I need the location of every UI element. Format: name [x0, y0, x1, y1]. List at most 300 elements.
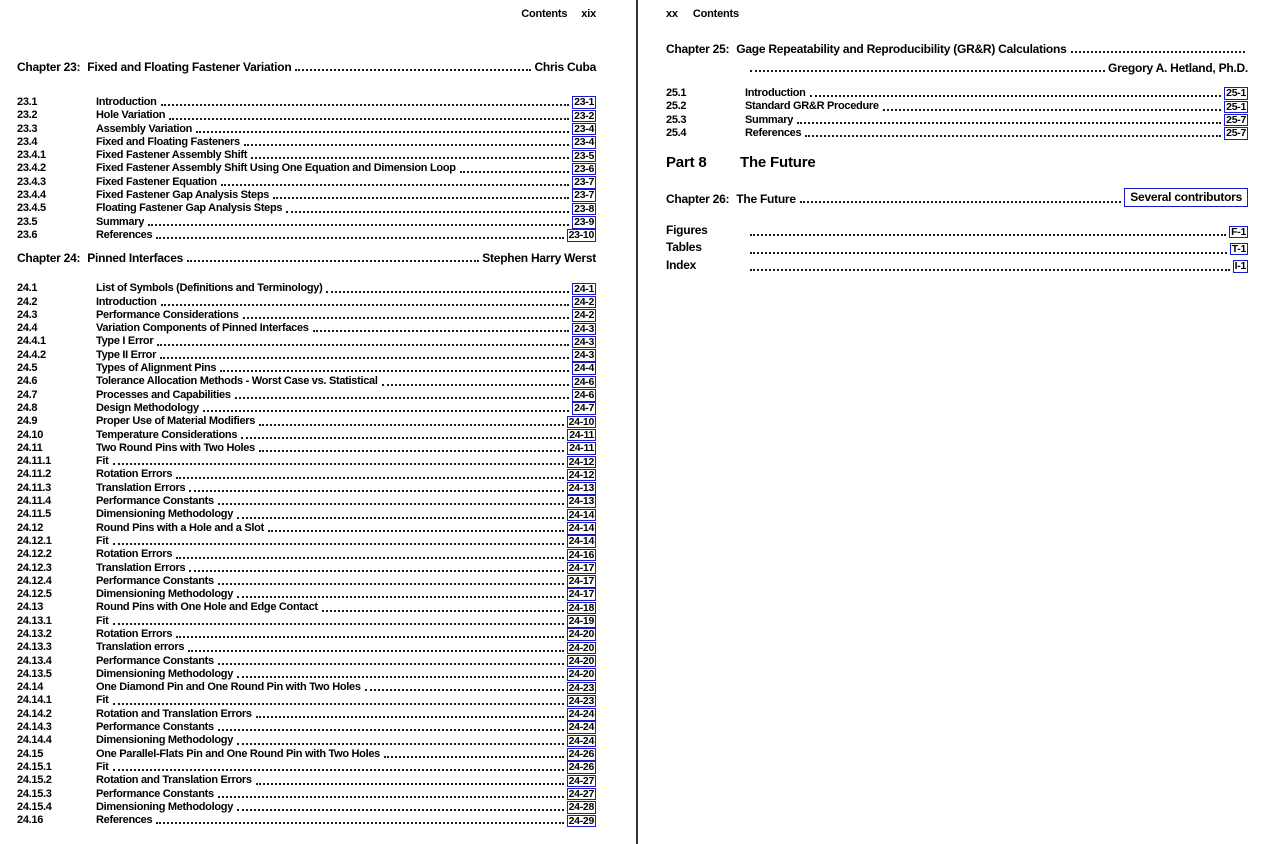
page-link[interactable]: 24-18 [568, 601, 594, 614]
dot-leader [218, 729, 564, 731]
toc-entry-row [17, 708, 596, 721]
dot-leader [169, 118, 569, 120]
page-link[interactable]: 24-1 [574, 282, 594, 295]
page-link[interactable]: 23-7 [574, 189, 594, 202]
toc-entry-row [17, 96, 596, 109]
back-matter [666, 223, 1248, 275]
toc-entry-row [17, 189, 596, 202]
chapter-24-heading [17, 251, 596, 266]
chapter-label: Chapter 25: [666, 42, 730, 56]
chapter-23-heading [17, 60, 596, 75]
page-link[interactable]: I-1 [1234, 260, 1246, 273]
dot-leader [220, 370, 569, 372]
entry-number: 24.14.3 [17, 721, 52, 734]
entry-number: 24.14.4 [17, 734, 52, 747]
entry-title: Introduction [96, 295, 157, 308]
toc-entry-row [17, 202, 596, 215]
page-link[interactable]: 23-1 [574, 96, 594, 109]
dot-leader [161, 304, 570, 306]
chapter-25-entries [666, 87, 1248, 140]
page-link[interactable]: 24-16 [568, 548, 594, 561]
page-link[interactable]: 24-24 [568, 721, 594, 734]
entry-title: Standard GR&R Procedure [745, 100, 879, 113]
entry-title: Summary [96, 215, 145, 228]
chapter-25-heading-line1 [666, 38, 1248, 57]
toc-entry-row [17, 694, 596, 707]
toc-entry-row [17, 349, 596, 362]
toc-entry-row [17, 641, 596, 654]
toc-entry-row [17, 748, 596, 761]
dot-leader [218, 503, 564, 505]
dot-leader [251, 157, 569, 159]
toc-entry-row [17, 548, 596, 561]
toc-entry-row [17, 362, 596, 375]
entry-title: Performance Considerations [96, 308, 239, 321]
entry-number: 23.4 [17, 135, 38, 148]
dot-leader [365, 689, 564, 691]
dot-leader [237, 676, 564, 678]
toc-entry-row [17, 681, 596, 694]
entry-title: Assembly Variation [96, 122, 193, 135]
entry-title: Dimensioning Methodology [96, 734, 234, 747]
folio-right-page [666, 8, 1248, 21]
entry-title: One Parallel-Flats Pin and One Round Pin with Two Holes [96, 747, 380, 760]
page-link[interactable]: 25-7 [1226, 127, 1246, 140]
toc-entry-row [17, 429, 596, 442]
dot-leader [750, 269, 1230, 271]
chapter-24-entries [17, 282, 596, 827]
toc-entry-row [17, 615, 596, 628]
toc-entry-row [17, 442, 596, 455]
dot-leader [805, 135, 1221, 137]
page-link[interactable]: 24-26 [568, 761, 594, 774]
chapter-label: Chapter 23: [17, 60, 81, 74]
dot-leader [797, 122, 1221, 124]
toc-entry-row [17, 721, 596, 734]
page-link[interactable]: 24-20 [568, 668, 594, 681]
page-link[interactable]: 24-2 [574, 295, 594, 308]
page-link[interactable]: 24-11 [569, 442, 594, 455]
entry-number: 23.1 [17, 96, 38, 108]
page-link[interactable]: 24-13 [568, 482, 594, 495]
chapter-label: Chapter 24: [17, 251, 81, 266]
toc-entry-row [17, 162, 596, 175]
dot-leader [273, 197, 569, 199]
page-link[interactable]: F-1 [1231, 225, 1246, 238]
entry-title: Tolerance Allocation Methods - Worst Case vs. Statistical [96, 375, 378, 388]
dot-leader [295, 69, 531, 71]
dot-leader [326, 291, 569, 293]
entry-title: Design Methodology [96, 401, 199, 414]
dot-leader [187, 260, 479, 262]
entry-title: Translation Errors [96, 481, 186, 494]
entry-title: Summary [745, 113, 794, 126]
back-matter-row [666, 258, 1248, 275]
toc-entry-row [17, 415, 596, 428]
entry-title: Translation Errors [96, 561, 186, 574]
entry-title: Rotation Errors [96, 627, 173, 640]
entry-title: Fit [96, 614, 109, 627]
entry-title: Type I Error [96, 335, 154, 348]
entry-number: 25.1 [666, 87, 687, 99]
entry-number: 25.3 [666, 113, 687, 126]
page-link[interactable]: 23-6 [574, 162, 594, 175]
dot-leader [313, 330, 570, 332]
entry-number: 23.4.2 [17, 162, 46, 175]
page-link[interactable]: 24-27 [568, 787, 594, 800]
dot-leader [322, 610, 564, 612]
entry-title: Fit [96, 534, 109, 547]
toc-entry-row [17, 335, 596, 348]
toc-entry-row [17, 801, 596, 814]
entry-number: 24.15 [17, 747, 44, 760]
back-matter-row [666, 223, 1248, 240]
toc-entry-row [17, 282, 596, 295]
page-link[interactable]: 24-19 [568, 615, 594, 628]
entry-number: 24.2 [17, 295, 38, 308]
entry-number: 23.2 [17, 109, 38, 122]
dot-leader [256, 783, 564, 785]
page-link[interactable]: 23-5 [574, 149, 594, 162]
page-link[interactable]: 24-17 [568, 575, 594, 588]
page-link[interactable]: 24-17 [568, 561, 594, 574]
dot-leader [218, 663, 564, 665]
entry-number: 24.7 [17, 388, 38, 401]
entry-number: 24.14 [17, 681, 44, 694]
dot-leader [157, 344, 569, 346]
dot-leader [286, 211, 569, 213]
entry-title: Variation Components of Pinned Interfaces [96, 322, 309, 335]
entry-number: 24.4.2 [17, 348, 46, 361]
entry-title: Performance Constants [96, 787, 214, 800]
toc-entry-row [17, 176, 596, 189]
dot-leader [176, 557, 563, 559]
entry-number: 23.5 [17, 215, 38, 228]
toc-entry-row [17, 216, 596, 229]
dot-leader [218, 796, 564, 798]
toc-entry-row [17, 628, 596, 641]
folio-label: Contents [521, 8, 568, 20]
page-link[interactable]: 24-3 [574, 349, 594, 362]
toc-entry-row [17, 495, 596, 508]
toc-entry-row [17, 774, 596, 787]
chapter-author: Gregory A. Hetland, Ph.D. [1108, 61, 1248, 75]
entry-number: 24.13.1 [17, 614, 52, 627]
page-link[interactable]: 23-7 [574, 176, 594, 189]
entry-number: 24.1 [17, 282, 38, 295]
entry-title: Hole Variation [96, 109, 166, 122]
toc-entry-row [666, 87, 1248, 100]
entry-title: Dimensioning Methodology [96, 508, 234, 521]
page-link[interactable]: 24-14 [568, 535, 594, 548]
entry-number: 24.11.5 [17, 508, 51, 521]
page-link[interactable]: 24-10 [568, 415, 594, 428]
entry-number: 25.4 [666, 126, 687, 139]
entry-number: 24.4.1 [17, 335, 46, 348]
entry-number: 24.12.4 [17, 574, 52, 587]
entry-number: 24.15.1 [17, 760, 52, 773]
entry-title: Dimensioning Methodology [96, 588, 234, 601]
dot-leader [196, 131, 569, 133]
entry-number: 23.4.4 [17, 189, 46, 202]
chapter-26-heading [666, 188, 1248, 207]
dot-leader [237, 743, 564, 745]
entry-title: Type II Error [96, 348, 157, 361]
entry-number: 24.14.2 [17, 707, 52, 720]
page-link[interactable]: 24-28 [568, 801, 594, 814]
toc-entry-row [17, 109, 596, 122]
entry-title: References [96, 814, 153, 827]
entry-title: Performance Constants [96, 574, 214, 587]
dot-leader [883, 109, 1221, 111]
toc-entry-row [17, 322, 596, 335]
entry-title: Fixed Fastener Equation [96, 175, 217, 188]
entry-number: 24.11.2 [17, 468, 51, 481]
entry-title: Proper Use of Material Modifiers [96, 415, 256, 428]
entry-number: 24.13.4 [17, 654, 52, 667]
page-link[interactable]: 24-13 [568, 495, 594, 508]
chapter-25-heading-line2 [666, 57, 1248, 76]
entry-title: Performance Constants [96, 721, 214, 734]
dot-leader [189, 570, 563, 572]
folio-left-page [17, 8, 596, 21]
toc-entry-row [17, 482, 596, 495]
toc-entry-row [17, 389, 596, 402]
dot-leader [259, 424, 564, 426]
entry-title: Rotation and Translation Errors [96, 707, 252, 720]
entry-number: 24.11.1 [17, 455, 51, 468]
dot-leader [203, 410, 569, 412]
page-link[interactable]: 23-9 [574, 216, 594, 229]
entry-title: Introduction [96, 96, 157, 108]
toc-entry-row [17, 229, 596, 242]
dot-leader [176, 636, 563, 638]
entry-title: One Diamond Pin and One Round Pin with Two Holes [96, 681, 361, 694]
toc-entry-row [17, 535, 596, 548]
toc-entry-row [17, 575, 596, 588]
part-title: The Future [740, 154, 816, 172]
chapter-title: The Future [736, 192, 796, 207]
page-link[interactable]: 24-24 [568, 708, 594, 721]
back-matter-label: Figures [666, 223, 708, 238]
entry-title: Fixed Fastener Gap Analysis Steps [96, 189, 270, 202]
dot-leader [750, 252, 1227, 254]
dot-leader [113, 703, 564, 705]
entry-title: Translation errors [96, 641, 185, 654]
right-page [638, 0, 1270, 844]
entry-title: Performance Constants [96, 495, 214, 508]
toc-entry-row [17, 562, 596, 575]
dot-leader [1071, 51, 1246, 53]
entry-number: 23.6 [17, 228, 38, 241]
part-label: Part 8 [666, 154, 707, 172]
dot-leader [259, 450, 564, 452]
entry-title: References [745, 126, 802, 139]
chapter-title: Pinned Interfaces [87, 251, 184, 266]
entry-number: 24.12 [17, 521, 44, 534]
dot-leader [156, 822, 563, 824]
chapter-23-entries [17, 96, 596, 242]
entry-number: 23.4.3 [17, 175, 46, 188]
page-link[interactable]: 24-20 [568, 641, 594, 654]
page-link[interactable]: 24-7 [574, 402, 594, 415]
dot-leader [113, 623, 564, 625]
page-link[interactable]: 25-1 [1226, 87, 1246, 100]
entry-title: Processes and Capabilities [96, 388, 231, 401]
dot-leader [810, 95, 1222, 97]
toc-entry-row [17, 734, 596, 747]
entry-title: Round Pins with a Hole and a Slot [96, 521, 264, 534]
dot-leader [244, 144, 569, 146]
entry-title: Two Round Pins with Two Holes [96, 441, 255, 454]
entry-number: 24.14.1 [17, 694, 52, 707]
page-link[interactable]: 23-4 [574, 122, 594, 135]
entry-number: 24.11 [17, 441, 43, 454]
page-link[interactable]: 24-3 [574, 335, 594, 348]
toc-entry-row [17, 668, 596, 681]
page-link[interactable]: 24-20 [568, 628, 594, 641]
page-link[interactable]: 24-2 [574, 309, 594, 322]
page-link[interactable]: T-1 [1231, 242, 1246, 255]
page-link[interactable]: 24-29 [568, 814, 594, 827]
page-link[interactable]: 23-10 [568, 229, 594, 242]
page-link[interactable]: 24-27 [568, 774, 594, 787]
folio-label: Contents [692, 8, 739, 20]
toc-entry-row [17, 309, 596, 322]
entry-number: 25.2 [666, 100, 687, 113]
entry-title: Fixed Fastener Assembly Shift [96, 149, 248, 162]
chapter-title: Gage Repeatability and Reproducibility (GR&R) Calculations [736, 42, 1067, 56]
page-link[interactable]: 23-4 [574, 136, 594, 149]
entry-number: 24.12.3 [17, 561, 52, 574]
dot-leader [384, 756, 564, 758]
page-link[interactable]: 24-12 [568, 468, 594, 481]
toc-entry-row [17, 149, 596, 162]
contributors-link[interactable]: Several contributors [1124, 188, 1248, 207]
dot-leader [218, 583, 564, 585]
dot-leader [750, 234, 1226, 236]
entry-number: 24.13.5 [17, 667, 52, 680]
dot-leader [161, 104, 570, 106]
page-link[interactable]: 24-12 [568, 455, 594, 468]
dot-leader [268, 530, 564, 532]
entry-title: Rotation and Translation Errors [96, 774, 252, 787]
entry-number: 24.13.3 [17, 641, 52, 654]
entry-number: 24.12.5 [17, 588, 52, 601]
toc-entry-row [17, 508, 596, 521]
entry-title: Performance Constants [96, 654, 214, 667]
dot-leader [460, 171, 570, 173]
entry-title: Fit [96, 760, 109, 773]
page-link[interactable]: 24-23 [568, 681, 594, 694]
page-link[interactable]: 23-2 [574, 109, 594, 122]
entry-number: 24.11.3 [17, 481, 51, 494]
entry-title: Fit [96, 694, 109, 707]
entry-number: 24.10 [17, 428, 44, 441]
page-link[interactable]: 24-20 [568, 654, 594, 667]
entry-title: Round Pins with One Hole and Edge Contact [96, 601, 318, 614]
dot-leader [237, 809, 564, 811]
page-link[interactable]: 24-24 [568, 734, 594, 747]
entry-number: 23.4.1 [17, 149, 46, 162]
entry-title: Fixed and Floating Fasteners [96, 135, 240, 148]
entry-number: 23.3 [17, 122, 38, 135]
page-link[interactable]: 24-14 [568, 508, 594, 521]
toc-entry-row [17, 761, 596, 774]
dot-leader [113, 543, 564, 545]
dot-leader [237, 596, 564, 598]
page-link[interactable]: 24-3 [574, 322, 594, 335]
toc-entry-row [17, 296, 596, 309]
chapter-author: Stephen Harry Werst [482, 251, 596, 266]
toc-entry-row [17, 468, 596, 481]
chapter-label: Chapter 26: [666, 192, 730, 207]
entry-number: 24.9 [17, 415, 38, 428]
dot-leader [148, 224, 569, 226]
folio-page-number: xix [581, 8, 596, 20]
dot-leader [176, 477, 563, 479]
entry-title: Floating Fastener Gap Analysis Steps [96, 202, 283, 215]
dot-leader [189, 490, 563, 492]
entry-title: Temperature Considerations [96, 428, 238, 441]
entry-number: 24.6 [17, 375, 38, 388]
page-link[interactable]: 24-14 [568, 522, 594, 534]
entry-title: Fit [96, 455, 109, 468]
dot-leader [800, 201, 1122, 203]
entry-number: 24.5 [17, 362, 38, 375]
entry-number: 24.12.2 [17, 548, 52, 561]
toc-entry-row [17, 123, 596, 136]
page-link[interactable]: 24-26 [568, 748, 594, 761]
toc-entry-row [17, 814, 596, 827]
dot-leader [237, 517, 564, 519]
entry-number: 24.8 [17, 401, 38, 414]
page-link[interactable]: 24-4 [574, 362, 594, 375]
toc-entry-row [17, 375, 596, 388]
dot-leader [188, 650, 564, 652]
entry-title: List of Symbols (Definitions and Terminology) [96, 282, 323, 295]
entry-number: 24.13.2 [17, 627, 52, 640]
entry-number: 24.12.1 [17, 534, 52, 547]
page-link[interactable]: 24-17 [568, 588, 594, 601]
part-8-heading [666, 153, 1248, 172]
entry-title: Dimensioning Methodology [96, 800, 234, 813]
page-link[interactable]: 25-7 [1226, 113, 1246, 126]
page-link[interactable]: 24-23 [568, 694, 594, 707]
entry-title: Rotation Errors [96, 468, 173, 481]
entry-number: 24.13 [17, 601, 44, 614]
toc-entry-row [17, 455, 596, 468]
dot-leader [241, 437, 564, 439]
entry-number: 24.3 [17, 308, 38, 321]
toc-entry-row [666, 114, 1248, 127]
toc-entry-row [17, 402, 596, 415]
chapter-title: Fixed and Floating Fastener Variation [87, 60, 292, 74]
page-link[interactable]: 24-6 [574, 389, 594, 402]
dot-leader [113, 463, 564, 465]
page-link[interactable]: 24-6 [574, 375, 594, 388]
dot-leader [256, 716, 564, 718]
page-link[interactable]: 23-8 [574, 202, 594, 215]
page-link[interactable]: 24-11 [569, 428, 594, 441]
dot-leader [156, 237, 563, 239]
entry-title: Introduction [745, 87, 806, 99]
toc-entry-row [17, 601, 596, 614]
back-matter-label: Index [666, 257, 697, 272]
entry-title: References [96, 228, 153, 241]
page-link[interactable]: 25-1 [1226, 100, 1246, 113]
dot-leader [160, 357, 569, 359]
